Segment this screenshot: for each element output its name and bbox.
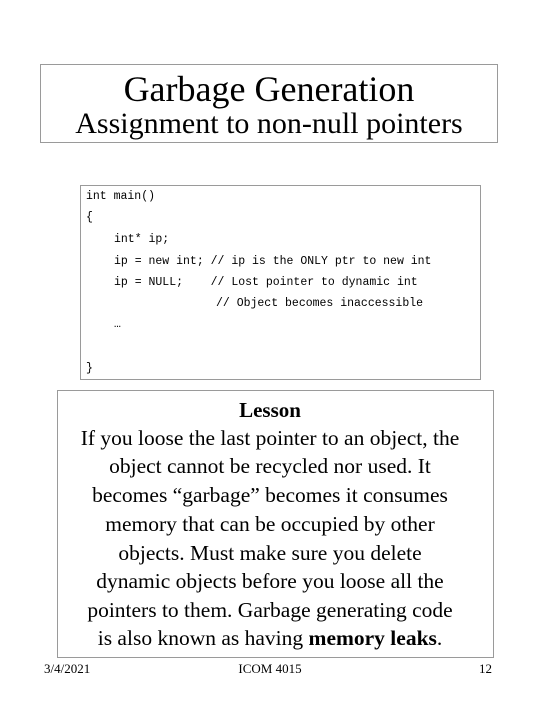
slide-subtitle: Assignment to non-null pointers	[75, 107, 463, 140]
lesson-line-text: is also known as having	[97, 626, 309, 650]
footer-date: 3/4/2021	[44, 661, 91, 676]
code-line: int main()	[86, 190, 156, 203]
code-line: }	[86, 362, 93, 375]
slide-title: Garbage Generation	[123, 69, 415, 109]
memory-leaks-emphasis: memory leaks	[308, 626, 437, 650]
lesson-line-end: .	[436, 626, 443, 650]
lesson-line: dynamic objects before you loose all the	[96, 569, 444, 593]
code-line: // Object becomes inaccessible	[216, 297, 424, 310]
code-line: ip = NULL; // Lost pointer to dynamic int	[114, 276, 418, 289]
code-line: ip = new int; // ip is the ONLY ptr to new int	[114, 255, 432, 268]
lesson-line-last	[0, 625, 540, 651]
lesson-line: If you loose the last pointer to an object, the	[80, 426, 460, 450]
code-line: {	[86, 211, 93, 224]
title-box	[40, 64, 498, 143]
lesson-heading: Lesson	[239, 398, 301, 422]
code-line: int* ip;	[114, 233, 170, 246]
footer-course: ICOM 4015	[238, 661, 302, 676]
lesson-line: object cannot be recycled nor used. It	[109, 454, 431, 478]
code-line: …	[114, 318, 121, 331]
lesson-line: becomes “garbage” becomes it consumes	[92, 483, 448, 507]
footer-page-number: 12	[479, 661, 492, 676]
lesson-line: pointers to them. Garbage generating code	[87, 598, 453, 622]
lesson-line: objects. Must make sure you delete	[118, 541, 422, 565]
lesson-line: memory that can be occupied by other	[105, 512, 435, 536]
